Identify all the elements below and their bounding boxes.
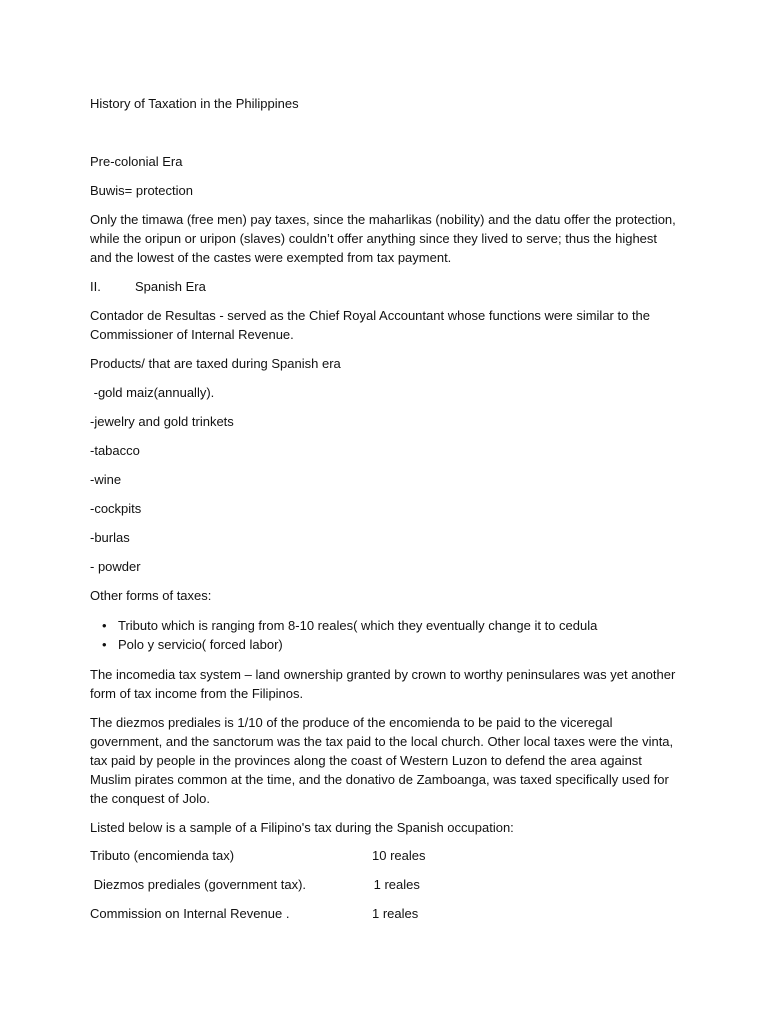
sample-heading: Listed below is a sample of a Filipino's tax during the Spanish occupation: [90, 820, 514, 835]
tax-label: Commission on Internal Revenue . [90, 906, 290, 921]
product-item: -jewelry and gold trinkets [90, 414, 234, 429]
document-title: History of Taxation in the Philippines [90, 96, 299, 111]
list-item-text: Tributo which is ranging from 8-10 reales( which they eventually change it to cedula [118, 618, 598, 633]
products-heading: Products/ that are taxed during Spanish era [90, 356, 341, 371]
tax-amount: 1 reales [370, 877, 420, 892]
bullet-icon: • [102, 637, 107, 652]
buwis-definition: Buwis= protection [90, 183, 193, 198]
other-forms-heading: Other forms of taxes: [90, 588, 212, 603]
diezmos-paragraph: The diezmos prediales is 1/10 of the produce of the encomienda to be paid to the viceregal government, and the sanctorum was the tax paid to the local church. Other local taxes were the vinta, tax paid by people in the provinces along the coast of Western Luzon to defend the area against Muslim pirates common at the time, and the donativo de Zamboanga, was taxed specifically used for the conquest of Jolo. [90, 715, 674, 806]
product-item: -cockpits [90, 501, 142, 516]
tax-label: Tributo (encomienda tax) [90, 848, 235, 863]
precolonial-heading: Pre-colonial Era [90, 154, 183, 169]
incomedia-paragraph: The incomedia tax system – land ownership granted by crown to worthy peninsulares was yet another form of tax income from the Filipinos. [90, 667, 676, 701]
contador-paragraph: Contador de Resultas - served as the Chief Royal Accountant whose functions were similar to the Commissioner of Internal Revenue. [90, 308, 651, 342]
tax-label: Diezmos prediales (government tax). [90, 877, 307, 892]
product-item: -burlas [90, 530, 130, 545]
section-number: II. [90, 279, 101, 294]
product-item: - powder [90, 559, 141, 574]
precolonial-paragraph: Only the timawa (free men) pay taxes, since the maharlikas (nobility) and the datu offer the protection, while the oripun or uripon (slaves) couldn’t offer anything since they lived to serve; thus the highest and the lowest of the castes were exempted from tax payment. [90, 212, 676, 265]
product-item: -wine [90, 472, 122, 487]
product-item: -gold maiz(annually). [90, 385, 215, 400]
tax-amount: 1 reales [372, 906, 419, 921]
bullet-list-item [102, 635, 678, 654]
bullet-list-item [102, 616, 678, 635]
tax-amount: 10 reales [372, 848, 426, 863]
spanish-era-heading [90, 277, 682, 296]
section-title: Spanish Era [135, 279, 206, 294]
list-item-text: Polo y servicio( forced labor) [118, 637, 283, 652]
product-item: -tabacco [90, 443, 140, 458]
bullet-icon: • [102, 618, 107, 633]
